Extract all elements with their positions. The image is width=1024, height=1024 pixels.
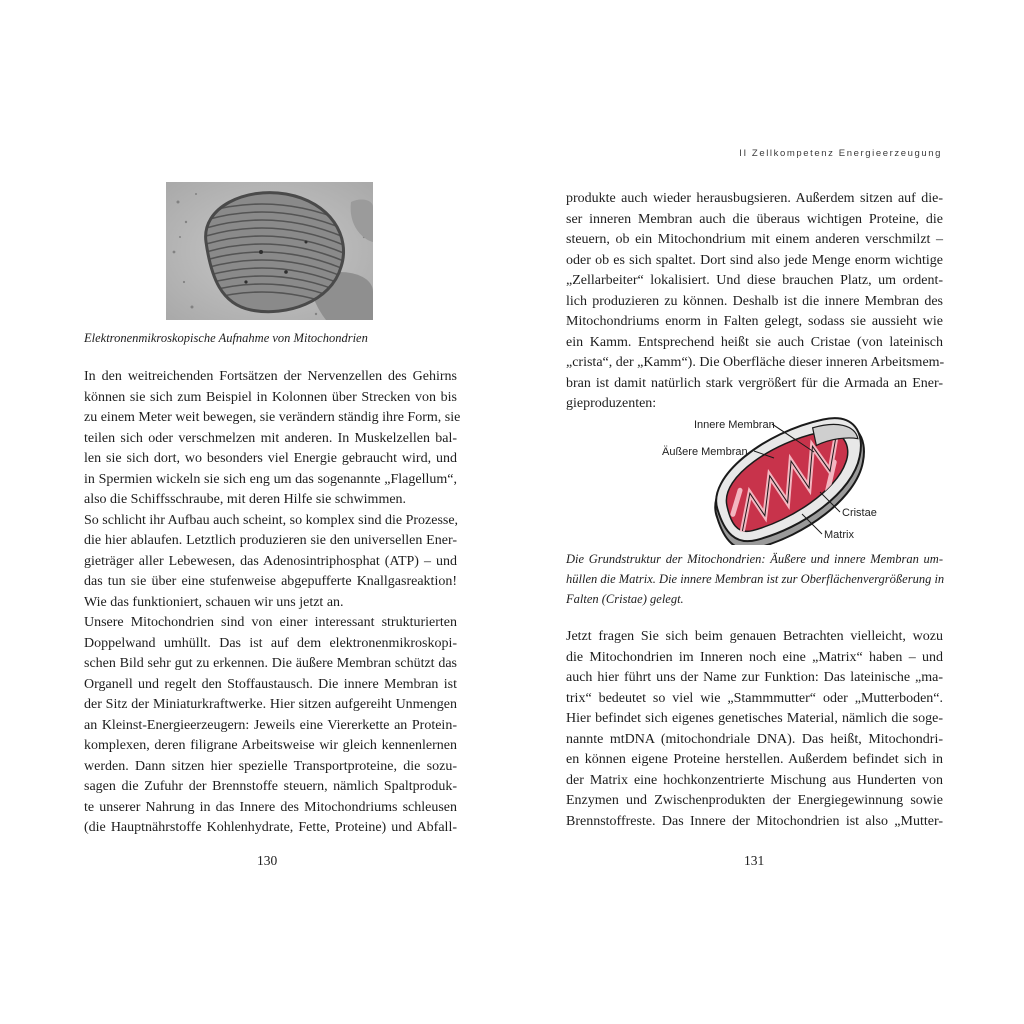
text-line: Jetzt fragen Sie sich beim genauen Betrachten vielleicht, wozu [566,629,943,644]
text-line: te unserer Nahrung in das Innere des Mitochondriums schleusen [84,799,457,815]
mitochondrion-diagram [624,410,884,545]
text-line: der Sitz der Miniaturkraftwerke. Hier sitzen aufgereiht Unmengen [84,697,457,712]
text-line: Organell und regelt den Stoffaustausch. Die innere Membran ist [84,676,457,692]
text-line: das tun sie über eine stufenweise abgepufferte Knallgasreaktion! [84,574,457,589]
text-line: Brennstoffreste. Das Innere der Mitochondrien ist also „Mutter- [566,813,943,829]
text-line: ein Kamm. Entsprechend heißt sie auch Cristae (von lateinisch [566,334,943,350]
caption-line: hüllen die Matrix. Die innere Membran ist zur Oberflächenvergrößerung in [566,572,945,586]
text-line: teilen sich oder verschmelzen mit anderen. In Muskelzellen bal- [84,430,457,446]
text-line: also die Schiffsschraube, mit deren Hilfe sie schwimmen. [84,492,407,507]
text-line: trix“ bedeutet so viel wie „Stammmutter“ oder „Mutterboden“. [566,690,943,706]
text-line: Enzymen und Zwischenprodukten der Energiegewinnung sowie [566,793,943,808]
micrograph-caption [84,328,457,348]
text-line: In den weitreichenden Fortsätzen der Nervenzellen des Gehirns [84,369,457,384]
text-line: oder ob es sich spaltet. Dort sind also jede Menge enorm wichtige [566,252,943,268]
label-inner-membrane: Innere Membran [694,419,775,431]
right-body-text-bottom [566,627,943,832]
caption-line: Falten (Cristae) gelegt. [566,592,684,606]
running-head: II Zellkompetenz Energieerzeugung [739,148,942,159]
text-line: nannte mtDNA (mitochondriale DNA). Das heißt, Mitochondri- [566,731,943,747]
left-body-text [84,367,461,839]
text-line: in Spermien wickeln sie sich eng um das sogenannte „Flagellum“, [84,471,457,487]
label-outer-membrane: Äußere Membran [662,446,748,458]
text-line: ser inneren Membran auch die überaus wichtigen Proteine, die [566,211,943,227]
text-line: zu einem Meter weit bewegen, sie verändern ständig ihre Form, sie [84,410,461,425]
text-line: steuern, ob ein Mitochondrium mit einem anderen verschmilzt – [566,232,943,247]
text-line: len sie sich dort, wo besonders viel Energie gebraucht wird, und [84,451,457,466]
text-line: (die Hauptnährstoffe Kohlenhydrate, Fette, Proteine) und Abfall- [84,820,457,835]
text-line: Unsere Mitochondrien sind von einer interessant strukturierten [84,615,457,630]
label-cristae: Cristae [842,507,877,519]
caption-line: Elektronenmikroskopische Aufnahme von Mitochondrien [84,331,368,345]
text-line: an Kleinst-Energieerzeugern: Jeweils eine Viererkette an Protein- [84,717,457,733]
right-body-text-top [566,189,943,415]
text-line: können sie sich zum Beispiel in Kolonnen über Strecken von bis [84,389,457,405]
electron-micrograph-image [166,182,373,320]
text-line: auch hier führt uns der Name zur Funktion: Das lateinische „ma- [566,670,943,685]
page-number-right: 131 [744,853,765,868]
text-line: bran ist damit natürlich stark vergrößert für die Armada an Ener- [566,375,943,391]
text-line: Doppelwand umhüllt. Das ist auf dem elektronenmikroskopi- [84,635,457,651]
diagram-caption [566,549,943,609]
text-line: „crista“, der „Kamm“). Die Oberfläche dieser inneren Arbeitsmem- [566,355,945,370]
text-line: So schlicht ihr Aufbau auch scheint, so komplex sind die Prozesse, [84,512,459,528]
text-line: schen Bild sehr gut zu erkennen. Die äußere Membran schützt das [84,656,457,671]
text-line: Wie das funktioniert, schauen wir uns jetzt an. [84,594,344,610]
text-line: komplexen, deren filigrane Arbeitsweise wir gleich kennenlernen [84,738,457,753]
right-page [512,0,1024,1024]
text-line: Hier befindet sich eigenes genetisches Material, nämlich die soge- [566,711,943,726]
text-line: „Zellarbeiter“ lokalisiert. Und diese brauchen Platz, um ordent- [566,273,943,288]
text-line: die Mitochondrien im Inneren noch eine „Matrix“ haben – und [566,649,943,665]
caption-line: Die Grundstruktur der Mitochondrien: Äußere und innere Membran um- [566,552,943,566]
text-line: lich produzieren zu können. Deshalb ist die innere Membran des [566,293,943,309]
text-line: der Matrix eine hochkonzentrierte Mischung aus Hunderten von [566,772,943,788]
text-line: en können eigene Proteine herstellen. Außerdem befindet sich in [566,752,943,767]
page-number-left: 130 [257,853,278,868]
text-line: sagen die Zufuhr der Brennstoffe steuern, nämlich Spaltproduk- [84,779,457,794]
text-line: die hier ablaufen. Letztlich produzieren sie den universellen Ener- [84,533,457,548]
text-line: gieträger aller Lebewesen, das Adenosintriphosphat (ATP) – und [84,553,457,569]
text-line: gieproduzenten: [566,396,657,411]
label-matrix: Matrix [824,529,854,541]
text-line: Mitochondriums enorm in Falten gelegt, sodass sie aussieht wie [566,314,943,329]
text-line: produkte auch wieder herausbugsieren. Außerdem sitzen auf die- [566,191,943,206]
text-line: werden. Dann sitzen hier spezielle Transportproteine, die sozu- [84,758,457,774]
